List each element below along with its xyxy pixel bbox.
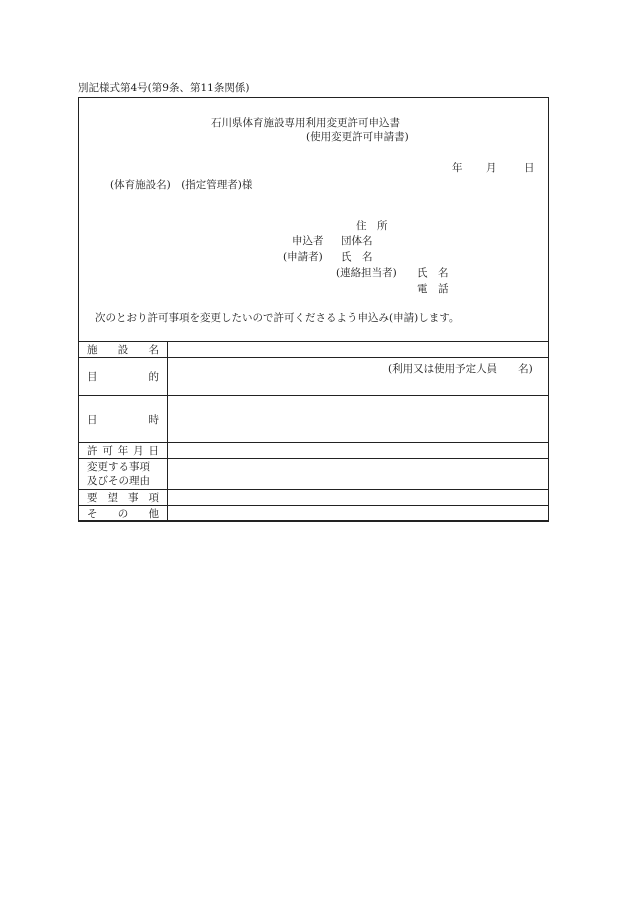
permit-date-label-cell xyxy=(79,443,168,459)
change-items-line: 及びその理由 xyxy=(87,475,150,487)
purpose-char: 目 xyxy=(87,371,98,383)
others-char: の xyxy=(117,508,129,520)
table-row xyxy=(79,506,549,522)
purpose-char: 的 xyxy=(148,371,159,383)
permit-date-char: 日 xyxy=(148,445,159,457)
details-table xyxy=(78,341,549,522)
change-items-label-cell xyxy=(79,459,168,490)
applicant-label: 申込者 xyxy=(292,235,324,247)
datetime-field[interactable] xyxy=(168,396,549,443)
datetime-char: 日 xyxy=(87,413,98,426)
form-number-label: 別記様式第4号(第9条、第11条関係) xyxy=(78,82,250,94)
permit-date-char: 月 xyxy=(133,445,144,457)
date-day-label: 日 xyxy=(524,162,535,174)
others-char: そ xyxy=(87,508,98,520)
datetime-label-cell xyxy=(79,396,168,443)
table-row xyxy=(79,443,549,459)
facility-name-label-cell xyxy=(79,342,168,358)
facility-name-char: 名 xyxy=(148,344,159,356)
date-year-label: 年 xyxy=(452,162,463,174)
table-row xyxy=(79,459,549,490)
others-field[interactable] xyxy=(168,506,549,522)
name-label: 氏 名 xyxy=(341,251,373,263)
applicant-alt-label: (申請者) xyxy=(283,251,323,263)
planned-attendees-note: (利用又は使用予定人員 名) xyxy=(388,363,533,375)
facility-name-char: 施 xyxy=(87,344,98,356)
requests-char: 事 xyxy=(128,492,139,504)
others-char: 他 xyxy=(148,508,159,520)
purpose-label-cell xyxy=(79,358,168,396)
requests-field[interactable] xyxy=(168,490,549,506)
requests-char: 要 xyxy=(87,492,98,504)
facility-name-field[interactable] xyxy=(168,342,549,358)
date-month-label: 月 xyxy=(486,162,497,174)
contact-person-label: (連絡担当者) xyxy=(336,267,397,279)
form-subtitle: (使用変更許可申請書) xyxy=(306,131,409,143)
change-items-field[interactable] xyxy=(168,459,549,490)
table-row xyxy=(79,342,549,358)
organization-label: 団体名 xyxy=(341,235,373,247)
phone-label: 電 話 xyxy=(417,283,449,295)
contact-name-label: 氏 名 xyxy=(417,267,449,279)
permit-date-char: 許 xyxy=(87,445,98,457)
addressee: (体育施設名) (指定管理者)様 xyxy=(110,179,253,191)
address-label: 住 所 xyxy=(356,220,388,232)
permit-date-char: 年 xyxy=(117,445,129,457)
table-row xyxy=(79,396,549,443)
facility-name-char: 設 xyxy=(117,344,129,356)
others-label-cell xyxy=(79,506,168,522)
purpose-field[interactable] xyxy=(168,358,549,396)
permit-date-field[interactable] xyxy=(168,443,549,459)
requests-char: 項 xyxy=(148,492,159,504)
request-statement: 次のとおり許可事項を変更したいので許可くださるよう申込み(申請)します。 xyxy=(95,312,460,324)
table-row xyxy=(79,490,549,506)
permit-date-char: 可 xyxy=(102,445,113,457)
datetime-char: 時 xyxy=(148,413,159,426)
requests-char: 望 xyxy=(107,492,118,504)
form-title: 石川県体育施設専用利用変更許可申込書 xyxy=(211,117,400,129)
requests-label-cell xyxy=(79,490,168,506)
change-items-line: 変更する事項 xyxy=(87,461,150,473)
table-row xyxy=(79,358,549,396)
